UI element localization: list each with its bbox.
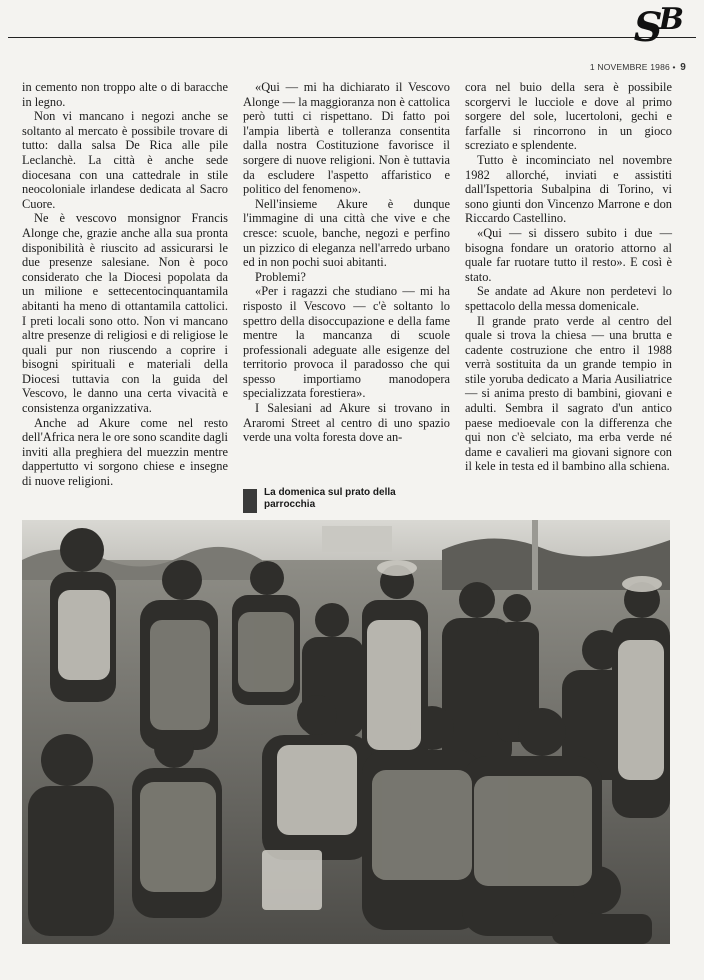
paragraph: Problemi? xyxy=(255,269,306,284)
article-column-2 xyxy=(243,80,450,445)
photo-caption xyxy=(243,487,443,513)
caption-text: La domenica sul prato della parrocchia xyxy=(264,487,396,510)
paragraph: I Salesiani ad Akure si trovano in Araromi Street al centro di uno spazio verde una volta foresta dove an- xyxy=(243,401,450,445)
paragraph: in cemento non troppo alte o di baracche in legno. xyxy=(22,80,228,109)
paragraph: «Qui — mi ha dichiarato il Vescovo Alonge — la maggioranza non è cattolica però tutti ci rispettano. Di fatto poi l'ampia libertà e tolleranza consentita dalla nostra Costituzione favorisce il sorgere di nuove religioni. Non è tuttavia da escludere l'aspetto affaristico e politico del fenomeno». xyxy=(243,80,450,197)
magazine-logo: SB xyxy=(633,2,684,51)
paragraph: Ne è vescovo monsignor Francis Alonge che, grazie anche alla sua pronta disponibilità è riuscito ad assicurarsi le due presenze salesiane. Non è poco considerato che la Diocesi popolata da un milione e settecentocinquantamila abitanti ha meno di ottantamila cattolici. I preti locali sono otto. Non vi mancano altre presenze di religiosi e di religiose le quali pur non riuscendo a coprire i bisogni spirituali e materiali della Diocesi tuttavia con la guida del Vescovo, le danno una certa vivacità e consistenza organizzativa. xyxy=(22,211,228,416)
photo-children-on-lawn xyxy=(22,520,670,944)
issue-date: 1 NOVEMBRE 1986 • xyxy=(589,62,676,72)
paragraph: Non vi mancano i negozi anche se soltanto al mercato è possibile trovare di tutto: dalla salsa De Rica alle pile Leclanchè. La città è anche sede diocesana con una cattedrale in stile neocoloniale irlandese dedicata al Sacro Cuore. xyxy=(22,109,228,211)
header-rule xyxy=(8,37,696,38)
page-number: 9 xyxy=(680,62,686,73)
paragraph: «Qui — si dissero subito i due — bisogna fondare un oratorio attorno al quale far ruotare tutto il resto». E così è stato. xyxy=(465,225,672,284)
paragraph: Il grande prato verde al centro del quale si trova la chiesa — una brutta e cadente costruzione che entro il 1988 verrà sostituita da un grande tempio in stile yoruba dedicato a Maria Ausiliatrice — si anima presto di bambini, giovani e adulti. Sembra il sagrato d'un antico paese medioevale con la differenza che qui non c'è selciato, ma erba verde né dame e cavalieri ma giovani signore con il kele in testa ed il bambino alla schiena. xyxy=(465,313,672,474)
article-column-1 xyxy=(22,80,228,489)
page-dateline xyxy=(590,62,686,73)
paragraph: Nell'insieme Akure è dunque l'immagine di una città che vive e che cresce: scuole, banche, negozi e perfino un pizzico di eleganza nell'arredo urbano ed in non pochi suoi abitanti. xyxy=(243,196,450,270)
paragraph: cora nel buio della sera è possibile scorgervi le lucciole e dove al primo sorgere del sole, lucertoloni, gechi e farfalle si rincorrono in un gioco screziato e splendente. xyxy=(465,80,672,153)
paragraph: Anche ad Akure come nel resto dell'Africa nera le ore sono scandite dagli inviti alla preghiera del muezzin mentre dappertutto vi sorgono chiese e insegne di nuove religioni. xyxy=(22,415,228,489)
paragraph: Tutto è incominciato nel novembre 1982 allorché, inviati e assistiti dall'Ispettoria Subalpina di Torino, vi sono giunti don Vincenzo Marrone e don Riccardo Castellino. xyxy=(465,152,672,226)
paragraph: «Per i ragazzi che studiano — mi ha risposto il Vescovo — c'è soltanto lo spettro della disoccupazione e della fame mentre la mancanza di scuole professionali adeguate alle esigenze del territorio provoca il paradosso che qui spesso importiamo manodopera specializzata forestiera». xyxy=(243,284,450,401)
paragraph: Se andate ad Akure non perdetevi lo spettacolo della messa domenicale. xyxy=(465,284,672,313)
photo-illustration xyxy=(22,520,670,944)
article-column-3 xyxy=(465,80,672,474)
caption-marker xyxy=(243,489,257,513)
